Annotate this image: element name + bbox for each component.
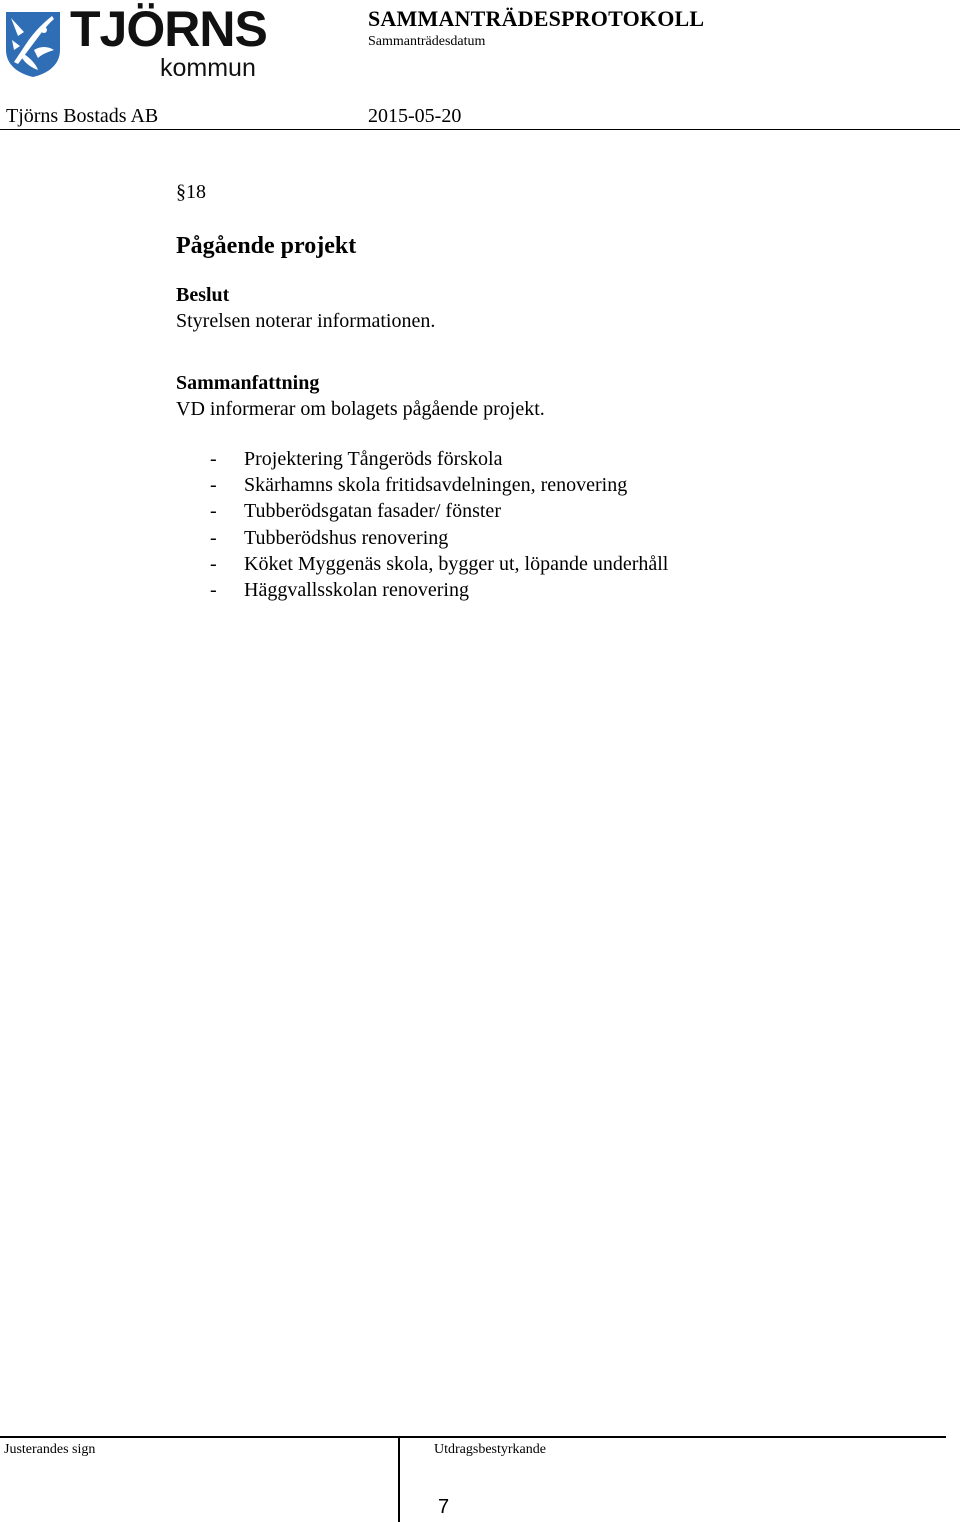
project-name: Köket Myggenäs skola, bygger ut, löpande underhåll — [244, 552, 669, 575]
list-item — [176, 551, 936, 577]
tjorn-coat-of-arms-icon — [4, 10, 62, 78]
summary-text: VD informerar om bolagets pågående projekt. — [176, 398, 545, 420]
decision-label: Beslut — [176, 284, 230, 306]
signature-label: Justerandes sign — [4, 1442, 96, 1457]
logo-name: TJÖRNS — [70, 1, 267, 57]
summary-label: Sammanfattning — [176, 372, 320, 394]
header-divider — [0, 129, 960, 130]
list-marker: - — [210, 500, 217, 523]
footer-divider — [0, 1436, 946, 1438]
footer-column-divider — [398, 1436, 400, 1522]
logo-subtitle: kommun — [160, 54, 256, 82]
municipality-logo — [4, 1, 274, 82]
page-number: 7 — [438, 1496, 450, 1518]
paragraph-title: Pågående projekt — [176, 233, 357, 259]
document-title: SAMMANTRÄDESPROTOKOLL — [368, 6, 705, 31]
list-marker: - — [210, 474, 217, 497]
protocol-body — [176, 180, 936, 603]
decision-section — [176, 282, 936, 334]
meeting-date: 2015-05-20 — [368, 105, 462, 127]
list-item — [176, 498, 936, 524]
summary-section — [176, 370, 936, 422]
organization-name: Tjörns Bostads AB — [6, 105, 159, 127]
paragraph-number: §18 — [176, 181, 206, 203]
project-name: Tubberödsgatan fasader/ fönster — [244, 500, 501, 523]
list-item — [176, 577, 936, 603]
list-marker: - — [210, 552, 217, 575]
list-item — [176, 525, 936, 551]
project-name: Projektering Tångeröds förskola — [244, 448, 503, 470]
list-item — [176, 472, 936, 498]
project-name: Häggvallsskolan renovering — [244, 579, 469, 602]
project-list — [176, 446, 936, 603]
project-name: Tubberödshus renovering — [244, 526, 449, 549]
decision-text: Styrelsen noterar informationen. — [176, 310, 436, 332]
list-marker: - — [210, 526, 217, 549]
project-name: Skärhamns skola fritidsavdelningen, renovering — [244, 474, 628, 497]
list-marker: - — [210, 579, 217, 602]
list-marker: - — [210, 448, 217, 470]
document-subtitle: Sammanträdesdatum — [368, 34, 486, 49]
list-item — [176, 446, 936, 472]
certification-label: Utdragsbestyrkande — [434, 1442, 546, 1457]
